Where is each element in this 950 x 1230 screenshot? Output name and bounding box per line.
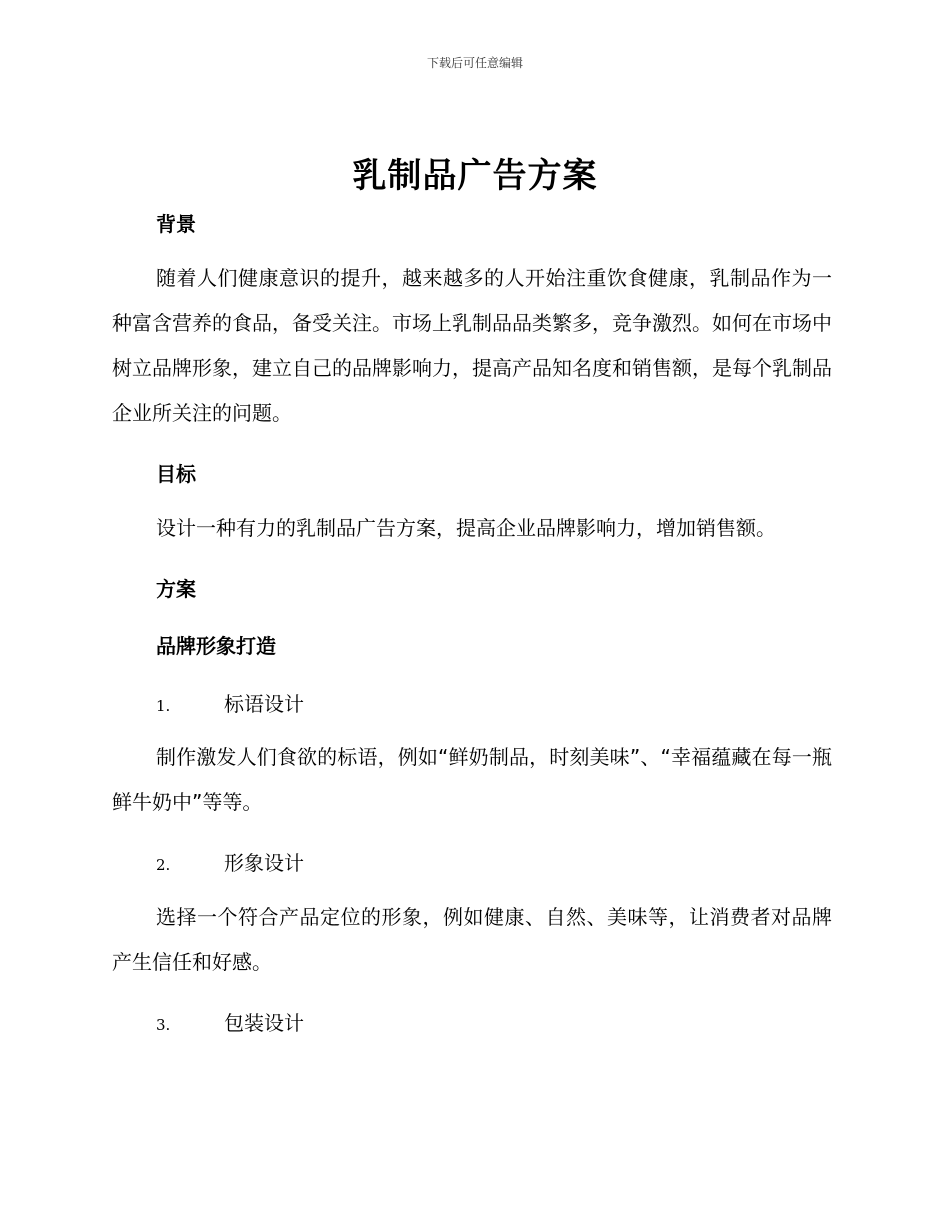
list-label: 标语设计 — [224, 692, 304, 716]
section-heading-goal: 目标 — [156, 462, 196, 486]
section-heading-background: 背景 — [156, 212, 196, 236]
list-item-2 — [112, 847, 876, 876]
document-title: 乳制品广告方案 — [352, 156, 598, 196]
list-item-1 — [112, 688, 876, 717]
subheading-brand-image: 品牌形象打造 — [156, 634, 276, 658]
list-label: 包装设计 — [224, 1011, 304, 1035]
header-note: 下载后可任意编辑 — [426, 56, 523, 70]
paragraph-goal: 设计一种有力的乳制品广告方案，提高企业品牌影响力，增加销售额。 — [156, 516, 776, 540]
section-heading-plan: 方案 — [156, 577, 196, 601]
list-number: 2. — [156, 856, 171, 874]
list-number: 1. — [156, 697, 171, 715]
paragraph-image-design: 选择一个符合产品定位的形象，例如健康、自然、美味等，让消费者对品牌产生信任和好感。 — [112, 905, 832, 974]
paragraph-slogan: 制作激发人们食欲的标语，例如“鲜奶制品，时刻美味”、“幸福蕴藏在每一瓶鲜牛奶中”等等。 — [112, 745, 832, 814]
paragraph-background: 随着人们健康意识的提升，越来越多的人开始注重饮食健康，乳制品作为一种富含营养的食品，备受关注。市场上乳制品品类繁多，竞争激烈。如何在市场中树立品牌形象，建立自己的品牌影响力，提高产品知名度和销售额，是每个乳制品企业所关注的问题。 — [112, 266, 832, 425]
list-number: 3. — [156, 1016, 171, 1034]
list-label: 形象设计 — [224, 851, 304, 875]
list-item-3 — [112, 1007, 876, 1036]
